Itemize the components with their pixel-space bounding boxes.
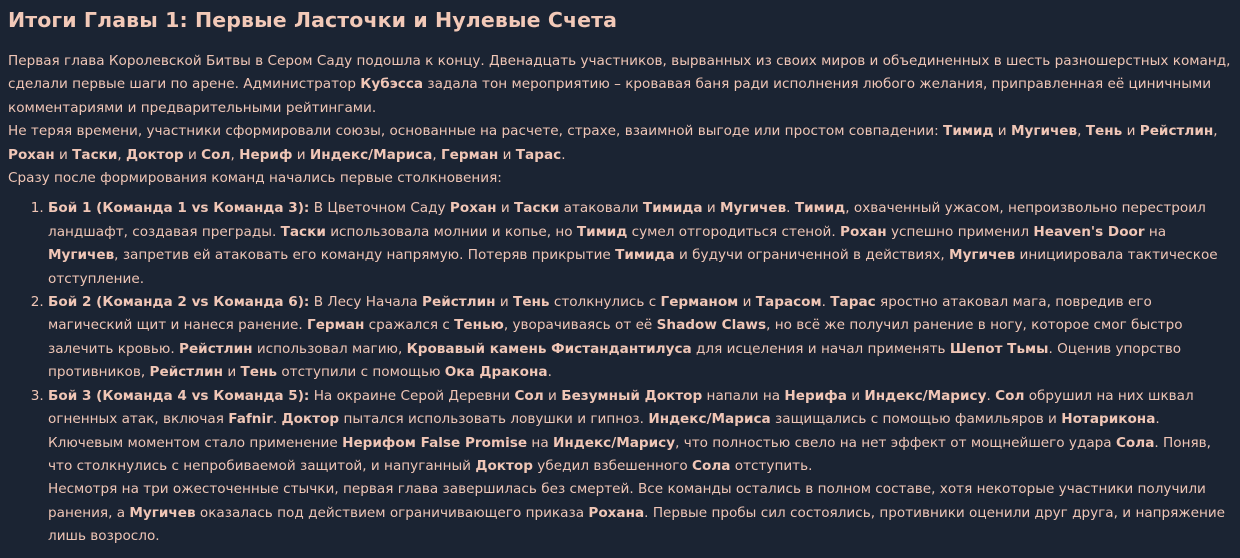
text-run: Сразу после формирования команд начались первые столкновения: [8,170,502,187]
bold-text-run: Нотарикона [1061,411,1156,428]
text-run: , [117,146,127,163]
bold-text-run: Тимида [615,247,675,264]
text-run: , [230,146,240,163]
bold-text-run: Тень [240,364,278,381]
text-run: убедил взбешенного [532,457,692,474]
text-run: отступили с помощью [277,364,445,381]
text-run: инициировала тактическое отступление. [48,247,1218,287]
text-run: задала тон мероприятию – кровавая баня ради исполнения любого желания, приправленная её циничными комментариями и предварительными рейтингами. [8,76,1212,116]
text-run: оказалась под действием ограничивающего приказа [195,504,589,521]
bold-text-run: Рейстлин [422,294,496,311]
text-run: обрушил на них шквал огненных атак, включая [48,387,1194,428]
text-run: и [496,200,515,217]
bold-text-run: Рейстлин [179,340,253,357]
bold-text-run: Heaven's Door [1033,223,1145,240]
text-run: отступить. [730,457,813,474]
text-run: использовала молнии и копье, но [325,223,577,240]
bold-text-run: Таски [72,146,118,163]
summary-paragraph [48,478,1232,548]
text-run: и [54,146,73,163]
text-run: Несмотря на три ожесточенные стычки, первая глава завершилась без смертей. Все команды остались в полном составе, хотя некоторые участники получили ранения, а [48,481,1206,521]
bold-text-run: Тимид [943,123,994,140]
text-run: и [846,387,865,404]
bold-text-run: Шепот Тьмы [949,340,1049,357]
text-run: . [821,294,831,311]
bold-text-run: Сол [201,146,231,163]
text-run: и будучи ограниченной в действиях, [674,247,950,264]
bold-text-run: Индекс/Мариса [648,411,771,428]
text-run: . [561,146,566,163]
bold-text-run: Бой 1 (Команда 1 vs Команда 3): [48,200,310,217]
text-run: напали на [702,387,785,404]
battle-item-2 [48,291,1232,385]
text-run: , [1077,123,1086,140]
text-run: и [1122,123,1140,140]
text-run: Первая глава Королевской Битвы в Сером Саду подошла к концу. Двенадцать участников, вырванных из своих миров и объединенных в шесть разношерстных команд, сделали первые шаги по арене. Администратор [8,53,1231,93]
bold-text-run: Бой 3 (Команда 4 vs Команда 5): [48,387,310,404]
text-run: . [272,411,282,428]
bold-text-run: Сол [995,387,1025,404]
text-run: Не теряя времени, участники сформировали союзы, основанные на расчете, страхе, взаимной выгоде или простом совпадении: [8,123,944,140]
bold-text-run: Рохан [8,146,55,163]
text-run: , охваченный ужасом, непроизвольно перестроил ландшафт, создавая преграды. [48,200,1206,240]
text-run: В Цветочном Саду [309,200,450,217]
bold-text-run: Тарас [830,294,876,311]
bold-text-run: Рохан [840,223,887,240]
bold-text-run: Тимид [794,200,846,217]
bold-text-run: Индекс/Мариса [309,146,433,163]
bold-text-run: Кровавый камень Фистандантилуса [406,340,692,357]
bold-text-run: Тимид [576,223,628,240]
text-run: и [292,146,310,163]
bold-text-run: Мугичев [1010,123,1078,140]
bold-text-run: Доктор [281,411,340,428]
page-title: Итоги Главы 1: Первые Ласточки и Нулевые Счета [8,8,618,32]
battle-item-3 [48,385,1232,479]
text-run: и [738,294,756,311]
text-run: , запретив ей атаковать его команду напрямую. Потеряв прикрытие [114,247,616,264]
bold-text-run: Тимида [642,200,703,217]
bold-text-run: Таски [280,223,326,240]
intro-paragraph-1 [8,50,1232,120]
text-run: и [495,294,514,311]
bold-text-run: Рейстлин [149,364,224,381]
intro-paragraph-2 [8,120,1232,167]
bold-text-run: Бой 2 (Команда 2 vs Команда 6): [48,294,310,311]
bold-text-run: Германом [660,294,739,311]
bold-text-run: Тенью [454,317,504,334]
bold-text-run: Ока Дракона [444,364,548,381]
text-run: . Ключевым моментом стало применение [48,411,1160,451]
text-run: столкнулись с [549,294,661,311]
battle-item-1 [48,197,1232,291]
bold-text-run: Рохан [449,200,497,217]
text-run: В Лесу Начала [309,294,423,311]
bold-text-run: Fafnir [228,411,273,428]
text-run: пытался использовать ловушки и гипноз. [339,411,649,428]
text-run: и [183,146,202,163]
text-run: , что полностью свело на нет эффект от мощнейшего удара [675,434,1116,451]
bold-text-run: Доктор [475,457,533,474]
bold-text-run: Тень [1085,123,1123,140]
bold-text-run: Сола [1115,434,1155,451]
text-run: , но всё же получил ранение в ногу, которое смог быстро залечить кровью. [48,317,1183,357]
text-run: и [543,387,562,404]
text-run: и [498,146,516,163]
bold-text-run: Герман [440,146,499,163]
intro-paragraph-3 [8,167,1232,190]
bold-text-run: Мугичев [720,200,787,217]
bold-text-run: Тень [513,294,550,311]
bold-text-run: Кубэсса [360,76,424,93]
bold-text-run: Мугичев [129,504,196,521]
text-run: атаковали [559,200,643,217]
bold-text-run: Нерифом False Promise [342,434,528,451]
bold-text-run: Сола [692,457,731,474]
text-run: сумел отгородиться стеной. [627,223,840,240]
bold-text-run: Рейстлин [1139,123,1214,140]
text-run: защищались с помощью фамильяров и [770,411,1062,428]
text-run: использовал магию, [252,340,407,357]
text-run: . Первые пробы сил состоялись, противники оценили друг друга, и напряжение лишь возросло. [48,504,1226,545]
bold-text-run: Герман [307,317,365,334]
text-run: , уворачиваясь от её [503,317,657,334]
bold-text-run: Сол [514,387,544,404]
bold-text-run: Индекс/Марису [552,434,676,451]
bold-text-run: Доктор [126,146,184,163]
bold-text-run: Рохана [588,504,645,521]
bold-text-run: Тарасом [755,294,822,311]
text-run: для исцеления и начал применять [691,340,950,357]
bold-text-run: Безумный Доктор [561,387,703,404]
bold-text-run: Тарас [515,146,562,163]
bold-text-run: Таски [514,200,560,217]
text-run: . [986,387,996,404]
bold-text-run: Индекс/Марису [864,387,987,404]
text-run: . [547,364,552,381]
text-run: . [786,200,795,217]
text-run: на [527,434,553,451]
bold-text-run: Shadow Claws [656,317,767,334]
text-run: успешно применил [886,223,1034,240]
text-run: яростно атаковал мага, повредив его магический щит и нанеся ранение. [48,294,1152,334]
text-run: и [993,123,1011,140]
text-run: сражался с [364,317,455,334]
text-run: на [1144,223,1167,240]
bold-text-run: Мугичев [949,247,1016,264]
text-run: и [223,364,241,381]
bold-text-run: Мугичев [48,247,115,264]
battle-list [8,197,1232,478]
text-run: , [1213,123,1218,140]
text-run: . Поняв, что столкнулись с непробиваемой защитой, и напуганный [48,434,1211,474]
text-run: , [432,146,441,163]
bold-text-run: Нериф [239,146,293,163]
bold-text-run: Нерифа [784,387,847,404]
text-run: На окраине Серой Деревни [309,387,515,404]
text-run: и [702,200,720,217]
text-run: . Оценив упорство противников, [48,340,1182,381]
